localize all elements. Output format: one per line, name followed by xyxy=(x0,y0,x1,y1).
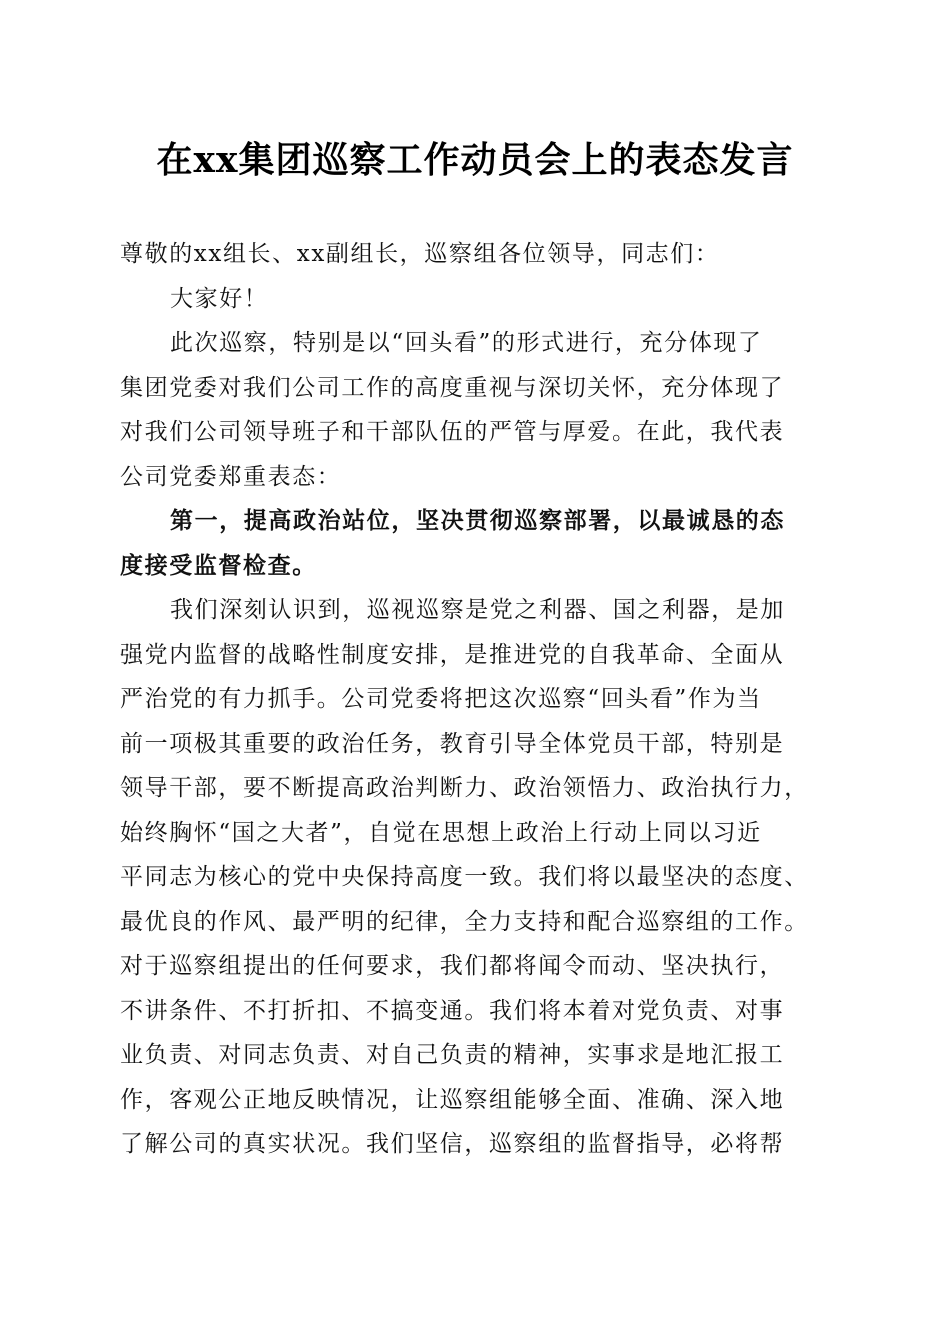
paragraph-line: 强党内监督的战略性制度安排，是推进党的自我革命、全面从 xyxy=(120,641,785,668)
salutation-line: 尊敬的xx组长、xx副组长，巡察组各位领导，同志们： xyxy=(120,241,720,267)
document-title: 在xx集团巡察工作动员会上的表态发言 xyxy=(156,139,794,181)
paragraph-line: 了解公司的真实状况。我们坚信，巡察组的监督指导，必将帮 xyxy=(120,1131,785,1157)
paragraph-line: 领导干部，要不断提高政治判断力、政治领悟力、政治执行力， xyxy=(120,775,809,801)
paragraph-line: 我们深刻认识到，巡视巡察是党之利器、国之利器，是加 xyxy=(170,597,785,623)
document-body xyxy=(120,232,835,1167)
paragraph-line: 不讲条件、不打折扣、不搞变通。我们将本着对党负责、对事 xyxy=(120,997,785,1024)
paragraph-line: 严治党的有力抓手。公司党委将把这次巡察“回头看”作为当 xyxy=(120,686,762,712)
paragraph-line: 公司党委郑重表态： xyxy=(120,463,342,490)
paragraph-line: 对于巡察组提出的任何要求，我们都将闻令而动、坚决执行， xyxy=(120,953,785,979)
paragraph-line: 对我们公司领导班子和干部队伍的严管与厚爱。在此，我代表 xyxy=(120,419,785,445)
section-heading-line: 度接受监督检查。 xyxy=(120,551,317,579)
section-heading-line: 第一，提高政治站位，坚决贯彻巡察部署，以最诚恳的态 xyxy=(170,507,785,534)
greeting-line: 大家好！ xyxy=(170,285,269,312)
paragraph-line: 集团党委对我们公司工作的高度重视与深切关怀，充分体现了 xyxy=(120,374,785,401)
paragraph-line: 平同志为核心的党中央保持高度一致。我们将以最坚决的态度、 xyxy=(120,864,809,890)
paragraph-line: 前一项极其重要的政治任务，教育引导全体党员干部，特别是 xyxy=(120,730,785,757)
paragraph-line: 作，客观公正地反映情况，让巡察组能够全面、准确、深入地 xyxy=(120,1086,785,1113)
paragraph-line: 业负责、对同志负责、对自己负责的精神，实事求是地汇报工 xyxy=(120,1042,785,1068)
paragraph-line: 此次巡察，特别是以“回头看”的形式进行，充分体现了 xyxy=(170,330,763,356)
paragraph-line: 最优良的作风、最严明的纪律，全力支持和配合巡察组的工作。 xyxy=(120,908,809,935)
paragraph-line: 始终胸怀“国之大者”，自觉在思想上政治上行动上同以习近 xyxy=(120,819,762,846)
